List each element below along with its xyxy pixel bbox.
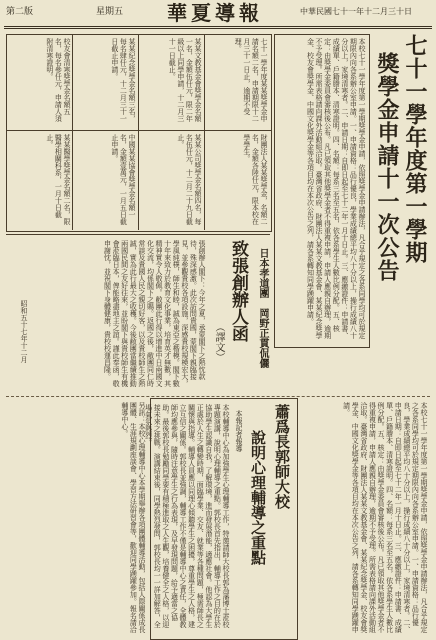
section-divider [6,234,270,235]
section-divider [6,396,430,397]
table-column-divider [72,34,73,230]
bottom-article-body: 本校輔導中心為加強學生心理輔導工作，特邀請師大校長郭為藩博士蒞校專題演講，說明心理輔導之重點。郭校長首先指出，輔導工作之目的在於協助學生認識自我，了解環境，進而發展潛能，適應社會。他認為大學生正處於人生之轉變時期，面臨學業、交友、就業等各種問題，極需師長之關懷與指導。輔導人員應以同理心傾聽學生之困擾，尊重學生之人格，建立互信之關係。郭校長並強調，輔導工作不僅是輔導中心之責任，全體教師均應參與，隨時注意學生之行為表現，及早發現問題，給予適當之協助。最後郭校長勉勵同學要有積極進取之人生觀，培養健全之人格，以迎接未來之挑戰。演講結束後，同學熱烈發問，郭校長均一一詳加解答，全場氣氛熱烈。 [144,404,230,628]
table-column-divider [204,34,205,230]
notice-item: 校友會清寒獎學金名額五名，每名參仟元，申請人須附清寒證明。 [45,38,71,122]
notice-item: 某某公司獎學金名額四名，每名伍仟元，十二月二十九日截止。 [176,134,202,225]
letter-sender: 日本孝道團 岡野正貫侃儷 [257,248,268,368]
letter-note: （譯文） [213,322,224,362]
table-column-divider [138,34,139,230]
notice-item: 某某文教基金會獎學金名額一名，金額伍仟元，限二年級以上同學申請，十二月三十一日截止。 [168,38,202,122]
letter-date: 昭和五十七年十二月 [20,300,28,363]
notice-item: 某某醫學獎學金名額二名，限醫學相關科系，一月十日截止。 [45,134,71,225]
letter-headline: 致張創辦人函 [228,240,248,342]
date-line: 中華民國七十一年十二月三十日 [300,7,412,16]
letter-body: 張創辦人閣下：今年之夏，承蒙閣下之熱忱款待，殊深感激。此次訪問貴國，蒙閣下親臨接見，並參觀貴校各項設施，深感貴校規模宏大，學風純樸，師生和睦，誠為東亞之楷模。閣下數十年來致力於教育文化事業，培育英才無數，其精神實令人敬佩。敝團此行得以增進中日兩國文化交流，均係閣下之賜。返國之後，敝團同仁時常談及貴國人民之親切好客，以及貴校師生之熱誠，實為此行最大之收穫。今後敝團當繼續推動兩國民間之友好往來，並盼閣下與貴校師生有機會蒞臨日本，俾能略盡地主之誼。謹此奉函，敬申謝忱，並祝閣下身體健康，貴校校運昌隆。 [103,240,206,387]
notice-item: 七十一學年度某某獎學金申請名額二名，申請期限十二月三十一日止，逾期不受理。 [234,38,268,122]
bottom-left-column: 另訊：本校心理輔導中心本學期舉辦各項團體輔導活動，包括人際關係成長團體、生涯規劃座談會、學習方法研習會等，歡迎同學踴躍參加。報名請洽輔導中心。 [120,402,146,633]
bottom-headline: 蕭爲長郭師大校 [273,404,291,509]
weekday-label: 星期五 [96,7,124,17]
bottom-right-column: 本校七十一學年度第一學期獎學金申請，依照獎學金申請辦法，凡合乎規定之各系同學均可於規定期限內向各系辦公室申請。一、申請資格：品行優良，學業成績總平均八十分以上，操行成績八十分以上，家境清寒者。二、申請日期：自即日起至七十二年一月十日止。三、應繳證件：申請書、成績單、戶籍謄本、清寒證明。四、名額：每系三名至五名，依各系學生人數比例分配。五、核定：由獎學金委員會審核後公布。凡已領取其他獎學金者不得重複申請，申請人應親自辦理，逾期不予受理。所需表格請向課外活動組洽取。臺灣省政府、財團法人某某文教基金會、某某紀念獎學金、校友會獎學金、中國文化獎學金等各項目均在本次公告之列，請各系轉知同學踴躍申請。 [342,402,428,633]
top-headline-line1: 七十一學年度第一學期 [402,34,428,264]
top-article-body: 本校七十一學年度第一學期獎學金申請，依照獎學金申請辦法，凡合乎規定之各系同學均可於規定期限內向各系辦公室申請。一、申請資格：品行優良，學業成績總平均八十分以上，操行成績八十分以上，家境清寒者。二、申請日期：自即日起至七十二年一月十日止。三、應繳證件：申請書、成績單、戶籍謄本、清寒證明。四、名額：每系三名至五名，依各系學生人數比例分配。五、核定：由獎學金委員會審核後公布。凡已領取其他獎學金者不得重複申請，申請人應親自辦理，逾期不予受理。所需表格請向課外活動組洽取。臺灣省政府、財團法人某某文教基金會、某某紀念獎學金、校友會獎學金、中國文化獎學金等各項目均在本次公告之列，請各系轉知同學踴躍申請。 [306,38,366,339]
masthead-rule [4,26,432,27]
masthead-rule [4,28,432,29]
bottom-subheadline: 說明心理輔導之重點 [249,430,267,565]
notice-item: 財團法人某某獎學金，名額二名，金額各陸仟元，限本校在學學生。 [242,134,268,225]
notice-item: 某某紀念獎學金名額三名，每名肆仟元，十二月三十一日截止申請。 [110,38,136,122]
bottom-byline: 本報記者報導 [235,410,243,452]
edition-label: 第二版 [6,7,34,17]
notice-item: 中國某某協會獎學金名額一名，金額壹萬元，一月五日截止申請。 [110,134,136,225]
masthead-title: 華夏導報 [167,1,263,25]
top-headline-line2: 獎學金申請十一次公告 [374,52,400,282]
